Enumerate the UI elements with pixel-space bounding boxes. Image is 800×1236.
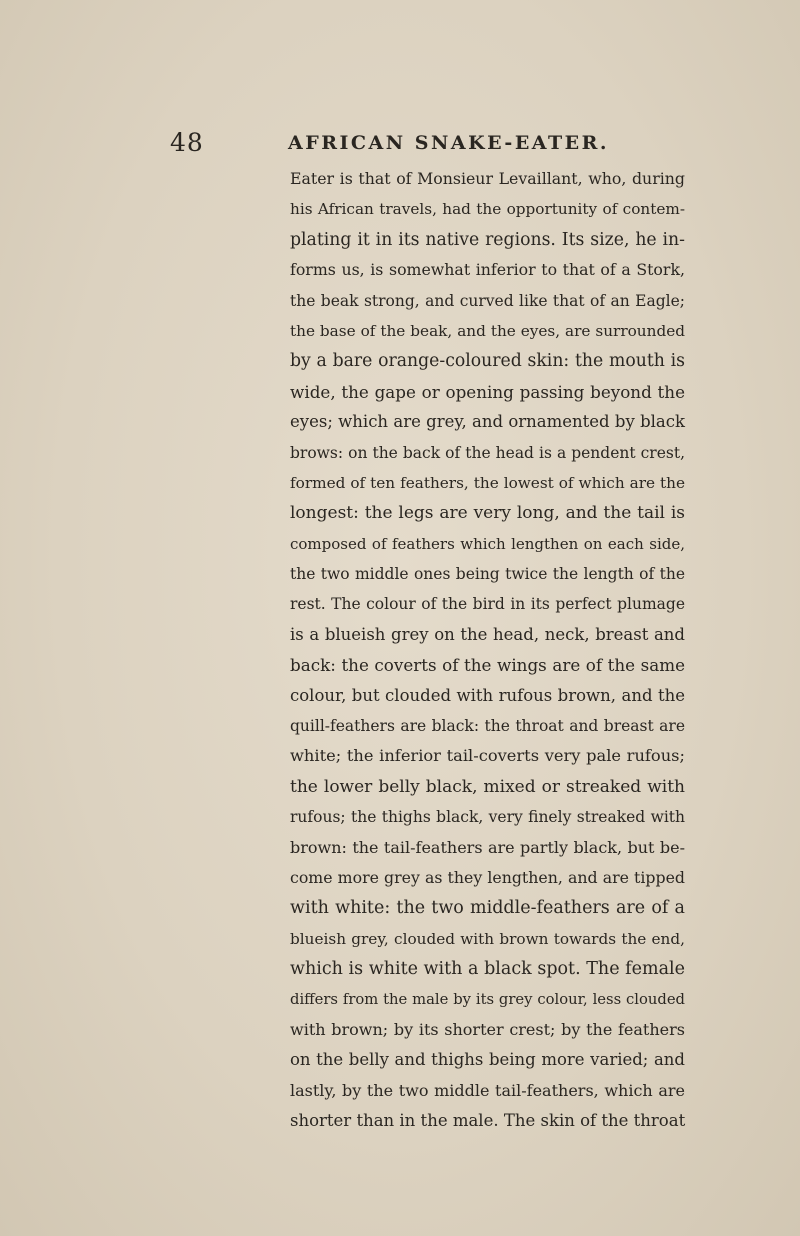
text-line: the two middle ones being twice the length of the xyxy=(290,565,685,584)
text-line: his African travels, had the opportunity of contem- xyxy=(290,200,685,219)
text-line: back: the coverts of the wings are of the same xyxy=(290,655,685,676)
text-line: with white: the two middle-feathers are of a xyxy=(290,898,685,919)
running-title: AFRICAN SNAKE-EATER. xyxy=(288,132,610,154)
text-line: composed of feathers which lengthen on each side, xyxy=(290,534,685,553)
text-line: brown: the tail-feathers are partly black, but be- xyxy=(290,837,685,857)
text-line: by a bare orange-coloured skin: the mouth is xyxy=(290,351,685,372)
text-line: come more grey as they lengthen, and are tipped xyxy=(290,867,685,887)
text-line: wide, the gape or opening passing beyond the xyxy=(290,381,685,402)
text-line: the base of the beak, and the eyes, are surrounded xyxy=(290,321,685,340)
text-line: with brown; by its shorter crest; by the feathers xyxy=(290,1019,685,1039)
text-line: eyes; which are grey, and ornamented by black xyxy=(290,412,685,432)
running-head xyxy=(170,128,690,164)
text-line: forms us, is somewhat inferior to that of a Stork, xyxy=(290,260,685,280)
text-line: Eater is that of Monsieur Levaillant, who, during xyxy=(290,169,685,188)
text-line: plating it in its native regions. Its size, he in- xyxy=(290,229,685,250)
text-line: rufous; the thighs black, very finely streaked with xyxy=(290,808,685,827)
text-line: differs from the male by its grey colour, less clouded xyxy=(290,990,685,1008)
text-line: the beak strong, and curved like that of an Eagle; xyxy=(290,291,685,310)
text-line: shorter than in the male. The skin of the throat xyxy=(290,1111,686,1131)
text-line: colour, but clouded with rufous brown, and the xyxy=(290,685,685,705)
text-line: which is white with a black spot. The female xyxy=(290,959,685,980)
text-line: is a blueish grey on the head, neck, breast and xyxy=(290,624,685,644)
text-line: formed of ten feathers, the lowest of which are the xyxy=(290,473,685,492)
page-number: 48 xyxy=(170,128,204,157)
text-line: the lower belly black, mixed or streaked with xyxy=(290,776,685,797)
text-line: white; the inferior tail-coverts very pale rufous; xyxy=(290,746,685,766)
text-line: lastly, by the two middle tail-feathers, which are xyxy=(290,1080,685,1100)
text-line: rest. The colour of the bird in its perfect plumage xyxy=(290,595,685,614)
text-line: quill-feathers are black: the throat and breast are xyxy=(290,717,685,736)
text-line: on the belly and thighs being more varied; and xyxy=(290,1050,685,1070)
text-line: blueish grey, clouded with brown towards the end, xyxy=(290,929,685,948)
body-text xyxy=(290,164,685,1137)
text-line: brows: on the back of the head is a pendent crest, xyxy=(290,443,685,462)
text-line: longest: the legs are very long, and the tail is xyxy=(290,503,685,524)
